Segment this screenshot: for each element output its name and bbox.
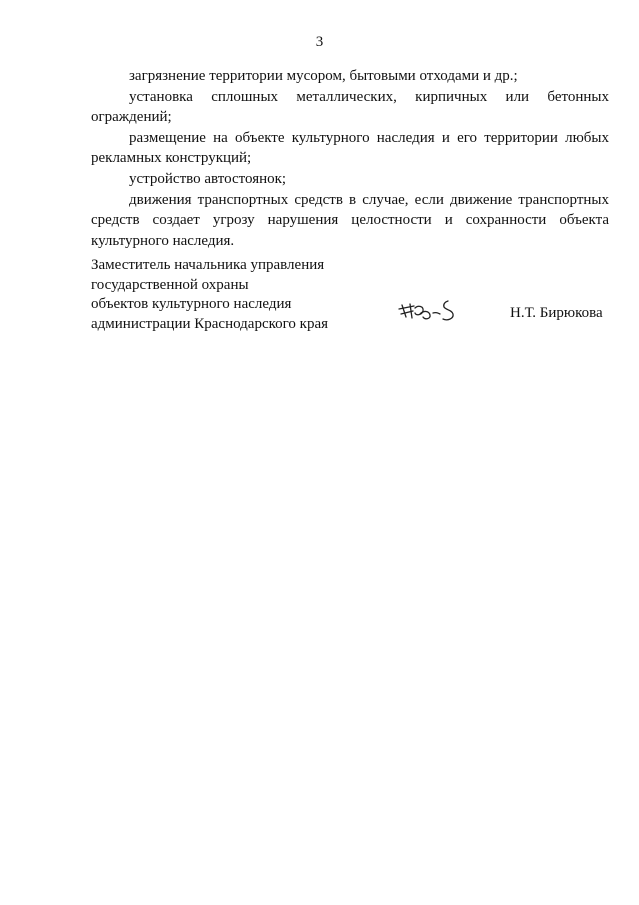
- restrictions-list: [91, 66, 609, 251]
- paragraph: устройство автостоянок;: [129, 170, 287, 187]
- page-number: 3: [315, 34, 324, 50]
- position-line: администрации Краснодарского края: [91, 315, 329, 332]
- position-line: государственной охраны: [91, 276, 249, 293]
- paragraph: размещение на объекте культурного наследия и его территории любых рекламных конструкций;: [91, 129, 609, 167]
- handwritten-signature: [396, 296, 462, 326]
- signer-name: Н.Т. Бирюкова: [510, 305, 603, 321]
- position-line: Заместитель начальника управления: [91, 257, 325, 273]
- paragraph: движения транспортных средств в случае, если движение транспортных средств создает угрозу нарушения целостности и сохранности объекта культурного наследия.: [91, 191, 609, 249]
- signatory-position: [91, 256, 609, 334]
- paragraph: установка сплошных металлических, кирпичных или бетонных ограждений;: [91, 88, 609, 126]
- paragraph: загрязнение территории мусором, бытовыми отходами и др.;: [129, 68, 518, 84]
- position-line: объектов культурного наследия: [91, 296, 292, 312]
